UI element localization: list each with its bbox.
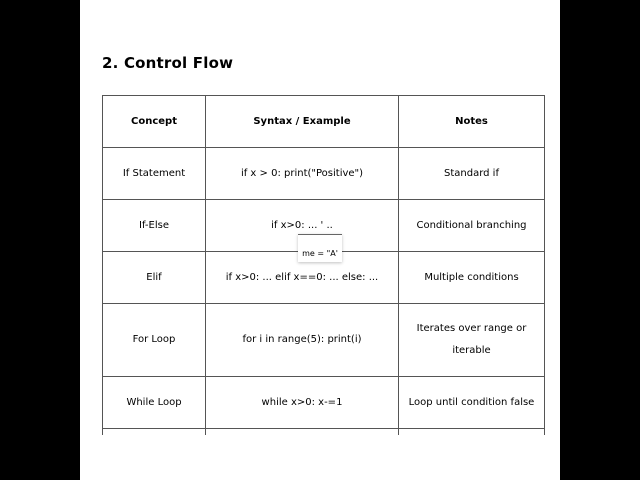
table-row (103, 148, 545, 200)
notes-cell: Iterates over range or iterable (399, 304, 545, 377)
table-row-partial (103, 429, 545, 436)
concept-cell: If Statement (103, 148, 206, 200)
concept-cell: If-Else (103, 200, 206, 252)
notes-cell: Loop until condition false (399, 377, 545, 429)
document-page (80, 0, 560, 480)
syntax-cell: for i in range(5): print(i) (206, 304, 399, 377)
syntax-cell: if x>0: ... elif x==0: ... else: ... (206, 252, 399, 304)
table-row (103, 377, 545, 429)
syntax-text: if x>0: ... ' .. (271, 219, 333, 231)
header-concept: Concept (103, 96, 206, 148)
overlay-snippet: me = "A' (298, 234, 342, 262)
table-row (103, 304, 545, 377)
syntax-cell: if x > 0: print("Positive") (206, 148, 399, 200)
header-syntax: Syntax / Example (206, 96, 399, 148)
table-row (103, 200, 545, 252)
header-notes: Notes (399, 96, 545, 148)
concept-cell: For Loop (103, 304, 206, 377)
notes-cell: Conditional branching (399, 200, 545, 252)
table-header-row (103, 96, 545, 148)
notes-cell: Standard if (399, 148, 545, 200)
notes-cell: Multiple conditions (399, 252, 545, 304)
syntax-cell: while x>0: x-=1 (206, 377, 399, 429)
section-heading: 2. Control Flow (102, 54, 234, 72)
concept-cell: While Loop (103, 377, 206, 429)
concept-cell: Elif (103, 252, 206, 304)
control-flow-table (102, 95, 545, 435)
syntax-cell (206, 200, 399, 258)
